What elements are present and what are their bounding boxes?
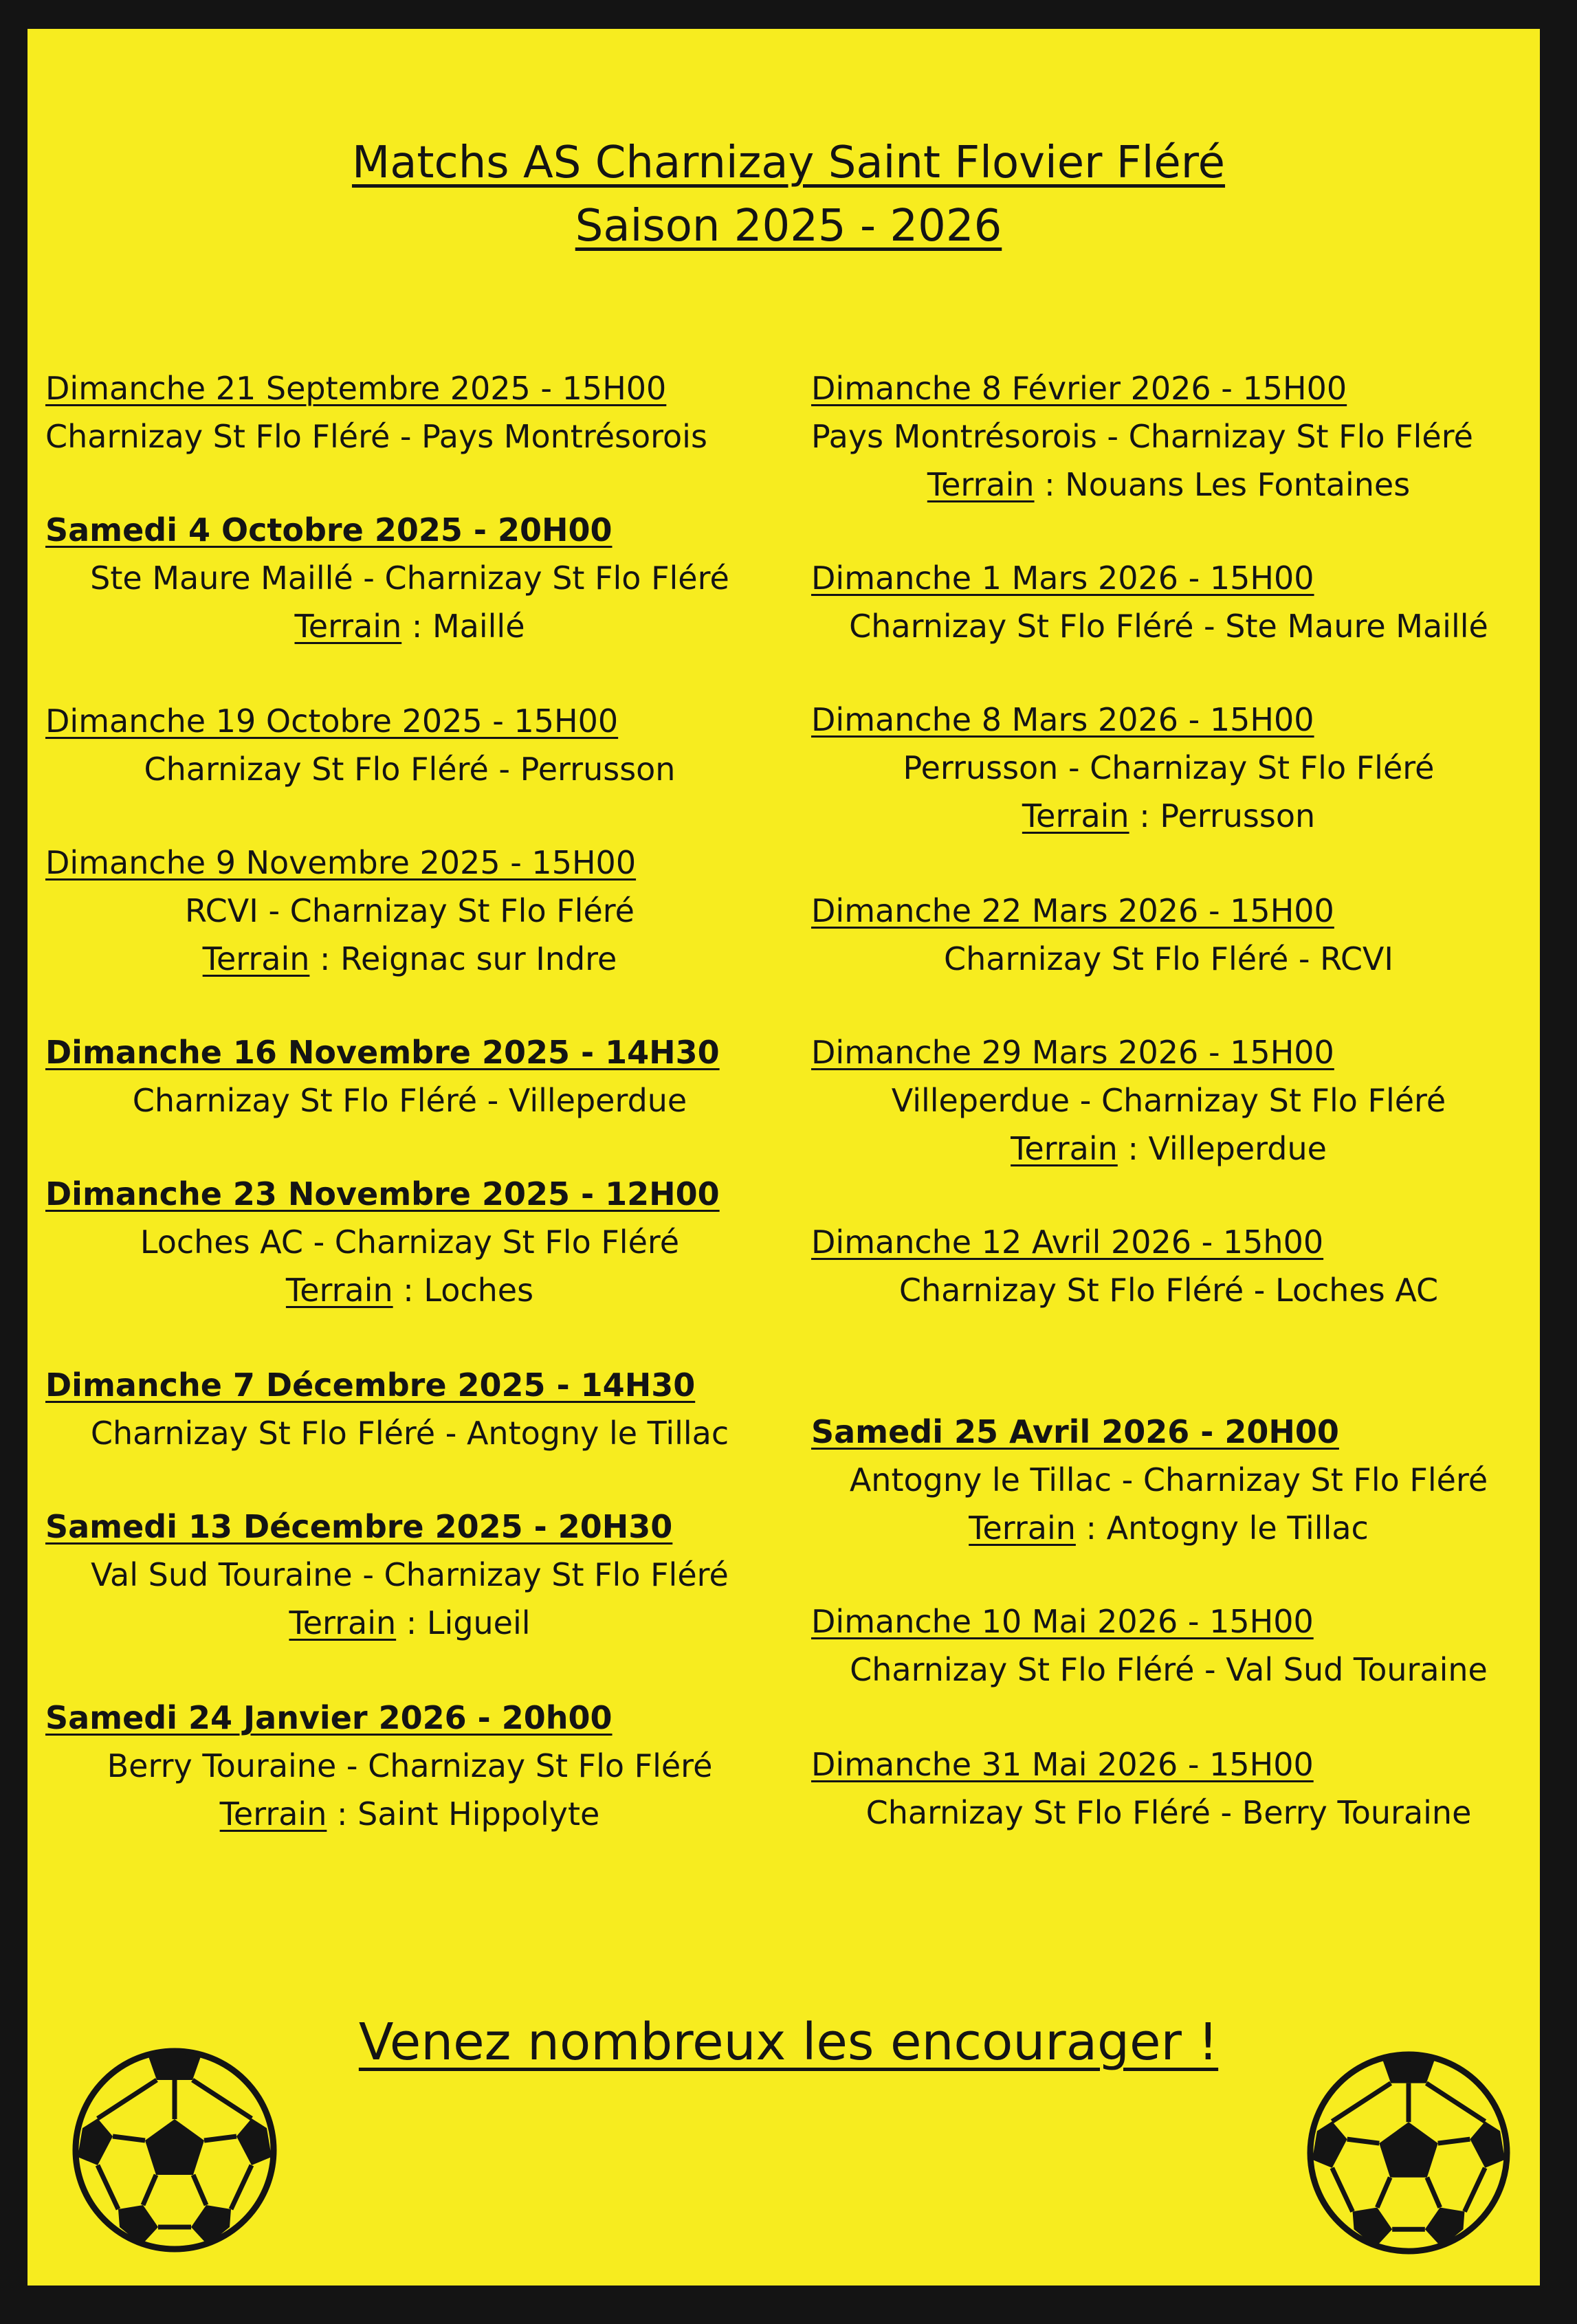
match-date: Dimanche 22 Mars 2026 - 15H00 xyxy=(811,892,1334,929)
match-entry xyxy=(45,1694,774,1838)
match-date: Dimanche 7 Décembre 2025 - 14H30 xyxy=(45,1366,696,1404)
match-entry xyxy=(811,696,1526,840)
match-date: Dimanche 23 Novembre 2025 - 12H00 xyxy=(45,1175,720,1213)
encouragement-slogan: Venez nombreux les encourager ! xyxy=(358,2013,1219,2072)
match-venue xyxy=(45,1599,774,1647)
match-teams: Charnizay St Flo Fléré - Perrusson xyxy=(144,751,676,788)
match-date: Dimanche 12 Avril 2026 - 15h00 xyxy=(811,1224,1324,1261)
match-entry xyxy=(45,1028,774,1125)
match-date: Samedi 4 Octobre 2025 - 20H00 xyxy=(45,511,613,549)
match-entry xyxy=(811,1740,1526,1837)
match-teams: Charnizay St Flo Fléré - Pays Montrésorois xyxy=(45,418,707,455)
match-venue xyxy=(811,792,1526,840)
soccer-ball-icon xyxy=(1306,2050,1511,2255)
venue-label: Terrain xyxy=(927,466,1035,503)
venue-label: Terrain xyxy=(1022,797,1129,834)
flyer-title: Matchs AS Charnizay Saint Flovier Fléré xyxy=(351,137,1226,188)
match-teams: Perrusson - Charnizay St Flo Fléré xyxy=(903,749,1435,786)
match-teams: Charnizay St Flo Fléré - RCVI xyxy=(944,940,1393,977)
match-entry xyxy=(811,1218,1526,1314)
match-entry xyxy=(45,1503,774,1647)
venue-name: : Reignac sur Indre xyxy=(320,940,617,977)
match-teams: Antogny le Tillac - Charnizay St Flo Fléré xyxy=(849,1461,1488,1498)
match-teams: Ste Maure Maillé - Charnizay St Flo Fléré xyxy=(90,560,729,597)
season-title: Saison 2025 - 2026 xyxy=(575,201,1002,252)
match-venue xyxy=(45,602,774,650)
match-venue xyxy=(811,1125,1526,1173)
match-date: Samedi 25 Avril 2026 - 20H00 xyxy=(811,1413,1339,1450)
venue-label: Terrain xyxy=(285,1272,393,1309)
venue-label: Terrain xyxy=(202,940,310,977)
match-entry xyxy=(811,1028,1526,1173)
match-entry xyxy=(45,506,774,650)
match-teams: Loches AC - Charnizay St Flo Fléré xyxy=(140,1224,680,1261)
match-date: Dimanche 21 Septembre 2025 - 15H00 xyxy=(45,370,667,407)
match-teams: Pays Montrésorois - Charnizay St Flo Fléré xyxy=(811,418,1473,455)
match-entry xyxy=(45,364,774,461)
match-entry xyxy=(45,697,774,793)
match-date: Dimanche 19 Octobre 2025 - 15H00 xyxy=(45,702,619,740)
match-teams: Charnizay St Flo Fléré - Ste Maure Maillé xyxy=(849,608,1488,645)
match-date: Dimanche 29 Mars 2026 - 15H00 xyxy=(811,1034,1334,1071)
venue-label: Terrain xyxy=(219,1795,327,1833)
match-entry xyxy=(811,1597,1526,1694)
venue-name: : Nouans Les Fontaines xyxy=(1044,466,1411,503)
venue-name: : Perrusson xyxy=(1139,797,1316,834)
match-date: Samedi 24 Janvier 2026 - 20h00 xyxy=(45,1699,613,1736)
match-teams: Charnizay St Flo Fléré - Loches AC xyxy=(898,1272,1439,1309)
venue-name: : Maillé xyxy=(411,608,525,645)
match-venue xyxy=(45,1266,774,1314)
venue-name: : Saint Hippolyte xyxy=(337,1795,600,1833)
venue-label: Terrain xyxy=(1011,1130,1118,1167)
soccer-ball-icon xyxy=(71,2047,278,2253)
match-teams: Villeperdue - Charnizay St Flo Fléré xyxy=(891,1082,1446,1119)
venue-label: Terrain xyxy=(294,608,402,645)
match-entry xyxy=(811,554,1526,650)
match-teams: Charnizay St Flo Fléré - Villeperdue xyxy=(132,1082,687,1119)
match-date: Dimanche 1 Mars 2026 - 15H00 xyxy=(811,560,1314,597)
match-entry xyxy=(45,1361,774,1457)
match-teams: Berry Touraine - Charnizay St Flo Fléré xyxy=(107,1747,713,1784)
match-entry xyxy=(811,1408,1526,1552)
match-entry xyxy=(811,364,1526,509)
match-venue xyxy=(45,1790,774,1838)
match-venue xyxy=(45,935,774,983)
match-teams: Charnizay St Flo Fléré - Berry Touraine xyxy=(865,1794,1472,1831)
match-teams: RCVI - Charnizay St Flo Fléré xyxy=(185,892,635,929)
match-teams: Charnizay St Flo Fléré - Val Sud Touraine xyxy=(850,1651,1488,1688)
venue-label: Terrain xyxy=(289,1604,397,1641)
match-date: Dimanche 31 Mai 2026 - 15H00 xyxy=(811,1746,1314,1783)
venue-name: : Villeperdue xyxy=(1127,1130,1327,1167)
match-date: Dimanche 9 Novembre 2025 - 15H00 xyxy=(45,844,637,881)
match-date: Dimanche 8 Février 2026 - 15H00 xyxy=(811,370,1347,407)
match-entry xyxy=(45,839,774,983)
venue-name: : Ligueil xyxy=(406,1604,531,1641)
match-date: Dimanche 10 Mai 2026 - 15H00 xyxy=(811,1603,1314,1640)
venue-name: : Antogny le Tillac xyxy=(1085,1509,1369,1547)
match-date: Dimanche 8 Mars 2026 - 15H00 xyxy=(811,701,1314,738)
match-date: Dimanche 16 Novembre 2025 - 14H30 xyxy=(45,1034,720,1071)
match-entry xyxy=(811,887,1526,983)
match-venue xyxy=(811,1504,1526,1552)
match-teams: Charnizay St Flo Fléré - Antogny le Tillac xyxy=(90,1415,729,1452)
venue-label: Terrain xyxy=(969,1509,1076,1547)
match-venue xyxy=(811,461,1526,509)
venue-name: : Loches xyxy=(403,1272,534,1309)
match-teams: Val Sud Touraine - Charnizay St Flo Fléré xyxy=(91,1556,729,1593)
match-entry xyxy=(45,1170,774,1314)
match-date: Samedi 13 Décembre 2025 - 20H30 xyxy=(45,1508,673,1545)
